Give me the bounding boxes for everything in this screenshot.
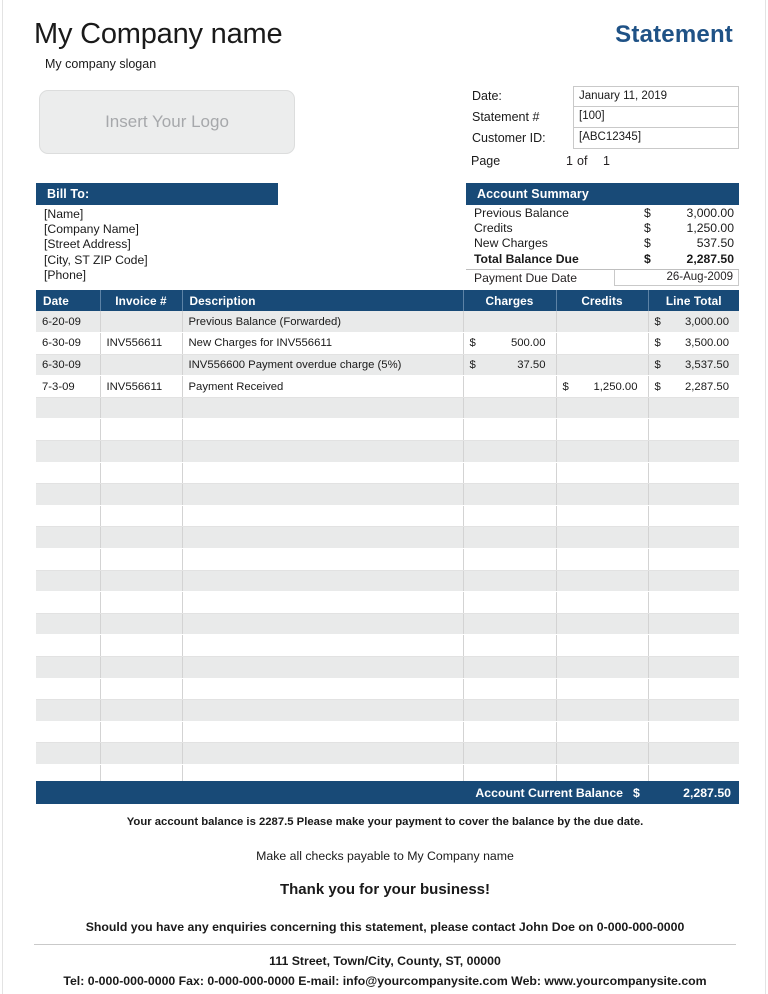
cell-empty xyxy=(182,462,463,484)
cell-empty xyxy=(648,549,739,571)
cell-empty xyxy=(648,419,739,441)
summary-label: Total Balance Due xyxy=(474,251,579,266)
payment-due-row xyxy=(466,269,739,286)
cell-empty xyxy=(182,613,463,635)
cell-empty xyxy=(100,397,182,419)
cell-empty xyxy=(648,657,739,679)
table-row[interactable] xyxy=(36,311,739,333)
cell-empty xyxy=(463,397,556,419)
cell-charges-value: 500.00 xyxy=(510,337,546,350)
cell-empty xyxy=(463,570,556,592)
cell-empty xyxy=(556,592,648,614)
cell-empty xyxy=(648,505,739,527)
table-row-empty[interactable] xyxy=(36,505,739,527)
balance-currency: $ xyxy=(633,785,640,800)
page-footer xyxy=(3,810,767,988)
cell-empty xyxy=(463,635,556,657)
bill-to-line: [Name] xyxy=(44,207,84,221)
summary-value: 2,287.50 xyxy=(686,251,734,266)
column-header-date[interactable]: Date xyxy=(36,290,100,311)
cell-empty xyxy=(36,592,100,614)
cell-empty xyxy=(182,635,463,657)
cell-credits-currency: $ xyxy=(562,380,569,393)
cell-empty xyxy=(182,397,463,419)
payment-due-field[interactable]: 26-Aug-2009 xyxy=(614,270,739,286)
table-row-empty[interactable] xyxy=(36,657,739,679)
cell-credits xyxy=(556,311,648,333)
table-body xyxy=(36,311,739,786)
cell-line-total-value: 2,287.50 xyxy=(685,380,729,393)
cell-empty xyxy=(648,635,739,657)
table-row-empty[interactable] xyxy=(36,635,739,657)
cell-empty xyxy=(100,549,182,571)
table-row-empty[interactable] xyxy=(36,721,739,743)
statement-meta xyxy=(471,86,739,172)
cell-empty xyxy=(648,678,739,700)
statement-number-label: Statement # xyxy=(472,110,540,124)
bill-to-line: [City, ST ZIP Code] xyxy=(44,252,148,267)
cell-charges-value: 37.50 xyxy=(517,358,546,371)
cell-empty xyxy=(36,441,100,463)
cell-empty xyxy=(463,441,556,463)
cell-empty xyxy=(463,419,556,441)
cell-empty xyxy=(648,613,739,635)
statement-page xyxy=(2,0,766,994)
cell-invoice xyxy=(100,311,182,333)
page-current: 1 xyxy=(566,153,573,168)
summary-value: 537.50 xyxy=(696,236,734,251)
cell-empty xyxy=(100,462,182,484)
cell-line-total xyxy=(648,311,739,333)
table-header-row xyxy=(36,290,739,311)
cell-empty xyxy=(36,743,100,765)
column-header-description[interactable]: Description xyxy=(182,290,463,311)
cell-line-total xyxy=(648,333,739,355)
summary-value: 1,250.00 xyxy=(686,221,734,236)
cell-empty xyxy=(556,721,648,743)
date-label: Date: xyxy=(472,89,502,103)
cell-empty xyxy=(556,678,648,700)
cell-empty xyxy=(648,721,739,743)
footer-address: 111 Street, Town/City, County, ST, 00000 xyxy=(269,954,501,968)
table-row[interactable] xyxy=(36,354,739,376)
table-row[interactable] xyxy=(36,376,739,398)
table-row-empty[interactable] xyxy=(36,484,739,506)
cell-empty xyxy=(182,678,463,700)
meta-row-page xyxy=(471,149,739,172)
cell-empty xyxy=(556,441,648,463)
cell-empty xyxy=(100,484,182,506)
cell-charges-currency: $ xyxy=(469,358,476,371)
table-header xyxy=(36,290,739,311)
cell-empty xyxy=(648,397,739,419)
table-row-empty[interactable] xyxy=(36,613,739,635)
table-row-empty[interactable] xyxy=(36,592,739,614)
cell-empty xyxy=(182,721,463,743)
customer-id-label: Customer ID: xyxy=(472,131,546,145)
meta-row-date xyxy=(471,86,739,107)
cell-empty xyxy=(463,527,556,549)
line-items-table xyxy=(36,290,739,787)
summary-currency: $ xyxy=(644,251,651,266)
cell-empty xyxy=(100,613,182,635)
cell-empty xyxy=(463,700,556,722)
thank-you-message: Thank you for your business! xyxy=(279,881,491,898)
cell-empty xyxy=(36,462,100,484)
cell-empty xyxy=(100,635,182,657)
cell-line-total-currency: $ xyxy=(654,315,661,328)
cell-empty xyxy=(36,635,100,657)
footer-divider xyxy=(34,944,736,945)
table-row-empty[interactable] xyxy=(36,743,739,765)
table-row[interactable] xyxy=(36,333,739,355)
cell-empty xyxy=(648,743,739,765)
cell-empty xyxy=(100,657,182,679)
cell-empty xyxy=(556,484,648,506)
summary-label: Credits xyxy=(474,221,513,236)
bill-to-line: [Company Name] xyxy=(44,222,139,237)
cell-empty xyxy=(556,613,648,635)
cell-empty xyxy=(182,743,463,765)
cell-empty xyxy=(36,397,100,419)
customer-id-field[interactable]: [ABC12345] xyxy=(573,128,739,149)
cell-description: Previous Balance (Forwarded) xyxy=(182,311,463,333)
bill-to-line: [Street Address] xyxy=(44,237,131,252)
table-row-empty[interactable] xyxy=(36,549,739,571)
cell-line-total-value: 3,500.00 xyxy=(685,337,729,350)
logo-placeholder-label: Insert Your Logo xyxy=(105,112,229,131)
cell-empty xyxy=(100,570,182,592)
account-current-balance-bar xyxy=(36,781,739,804)
cell-empty xyxy=(36,657,100,679)
cell-empty xyxy=(182,441,463,463)
cell-empty xyxy=(648,462,739,484)
column-header-credits[interactable]: Credits xyxy=(556,290,648,311)
summary-value: 3,000.00 xyxy=(686,206,734,220)
date-field[interactable]: January 11, 2019 xyxy=(573,86,739,107)
summary-label: New Charges xyxy=(474,236,548,251)
table-row-empty[interactable] xyxy=(36,441,739,463)
statement-number-field[interactable]: [100] xyxy=(573,107,739,128)
cell-empty xyxy=(182,505,463,527)
cell-empty xyxy=(648,527,739,549)
page-label: Page xyxy=(471,153,501,168)
cell-empty xyxy=(556,397,648,419)
cell-empty xyxy=(648,441,739,463)
cell-empty xyxy=(463,484,556,506)
table-row-empty[interactable] xyxy=(36,419,739,441)
table-row-empty[interactable] xyxy=(36,462,739,484)
table-row-empty[interactable] xyxy=(36,397,739,419)
account-summary-row xyxy=(466,206,739,221)
footer-contact: Tel: 0-000-000-0000 Fax: 0-000-000-0000 E-mail: info@yourcompanysite.com Web: www.yourcompanysite.com xyxy=(63,974,707,988)
cell-description: INV556600 Payment overdue charge (5%) xyxy=(182,354,463,376)
cell-empty xyxy=(463,592,556,614)
cell-empty xyxy=(36,549,100,571)
cell-empty xyxy=(182,549,463,571)
cell-invoice: INV556611 xyxy=(100,376,182,398)
cell-empty xyxy=(463,549,556,571)
cell-empty xyxy=(36,527,100,549)
table-row-empty[interactable] xyxy=(36,678,739,700)
cell-empty xyxy=(556,527,648,549)
cell-description: New Charges for INV556611 xyxy=(182,333,463,355)
cell-line-total-currency: $ xyxy=(654,380,661,393)
balance-value: 2,287.50 xyxy=(683,785,731,800)
cell-empty xyxy=(556,570,648,592)
cell-empty xyxy=(182,527,463,549)
cell-empty xyxy=(100,505,182,527)
cell-empty xyxy=(36,678,100,700)
cell-empty xyxy=(100,678,182,700)
cell-empty xyxy=(182,700,463,722)
summary-currency: $ xyxy=(644,221,651,236)
cell-date: 6-20-09 xyxy=(36,311,100,333)
account-summary-section xyxy=(466,183,739,286)
cell-empty xyxy=(36,700,100,722)
cell-empty xyxy=(100,592,182,614)
column-header-line-total[interactable]: Line Total xyxy=(648,290,739,311)
balance-note: Your account balance is 2287.5 Please make your payment to cover the balance by the due date. xyxy=(126,816,644,828)
cell-line-total-currency: $ xyxy=(654,337,661,350)
cell-empty xyxy=(463,743,556,765)
column-header-charges[interactable]: Charges xyxy=(463,290,556,311)
cell-empty xyxy=(648,484,739,506)
account-summary-title: Account Summary xyxy=(466,183,739,205)
cell-empty xyxy=(556,505,648,527)
cell-empty xyxy=(463,505,556,527)
cell-empty xyxy=(36,613,100,635)
bill-to-section xyxy=(36,183,278,283)
company-slogan: My company slogan xyxy=(45,57,157,71)
cell-empty xyxy=(182,419,463,441)
cell-charges xyxy=(463,311,556,333)
cell-credits xyxy=(556,354,648,376)
cell-empty xyxy=(556,549,648,571)
account-summary-row xyxy=(466,236,739,251)
cell-empty xyxy=(556,462,648,484)
bill-to-title: Bill To: xyxy=(36,183,278,205)
cell-empty xyxy=(556,743,648,765)
cell-empty xyxy=(100,441,182,463)
cell-empty xyxy=(556,700,648,722)
document-title: Statement xyxy=(615,21,733,48)
cell-date: 6-30-09 xyxy=(36,354,100,376)
cell-empty xyxy=(36,419,100,441)
cell-empty xyxy=(463,721,556,743)
table-row-empty[interactable] xyxy=(36,700,739,722)
payment-due-label: Payment Due Date xyxy=(474,270,577,285)
cell-description: Payment Received xyxy=(182,376,463,398)
cell-empty xyxy=(100,743,182,765)
summary-currency: $ xyxy=(644,236,651,251)
cell-empty xyxy=(463,657,556,679)
cell-line-total-value: 3,537.50 xyxy=(685,358,729,371)
cell-empty xyxy=(648,570,739,592)
logo-placeholder[interactable] xyxy=(39,90,295,154)
cell-date: 7-3-09 xyxy=(36,376,100,398)
cell-empty xyxy=(36,505,100,527)
cell-empty xyxy=(648,700,739,722)
account-summary-total-row xyxy=(466,252,739,267)
column-header-invoice[interactable]: Invoice # xyxy=(100,290,182,311)
meta-row-statement xyxy=(471,107,739,128)
table-row-empty[interactable] xyxy=(36,527,739,549)
cell-empty xyxy=(556,657,648,679)
cell-empty xyxy=(463,462,556,484)
account-summary-rows xyxy=(466,205,739,286)
cell-charges xyxy=(463,376,556,398)
cell-credits xyxy=(556,376,648,398)
cell-empty xyxy=(463,613,556,635)
cell-empty xyxy=(182,570,463,592)
balance-label: Account Current Balance xyxy=(475,785,623,800)
cell-empty xyxy=(100,700,182,722)
page-header xyxy=(3,0,765,72)
cell-charges xyxy=(463,333,556,355)
cell-credits-value: 1,250.00 xyxy=(593,380,638,393)
cell-empty xyxy=(182,657,463,679)
cell-empty xyxy=(463,678,556,700)
cell-empty xyxy=(36,570,100,592)
cell-credits xyxy=(556,333,648,355)
company-name: My Company name xyxy=(34,18,283,50)
cell-empty xyxy=(36,484,100,506)
cell-invoice xyxy=(100,354,182,376)
cell-date: 6-30-09 xyxy=(36,333,100,355)
enquiries-note: Should you have any enquiries concerning this statement, please contact John Doe on 0-000-000-0000 xyxy=(85,920,685,934)
cell-empty xyxy=(182,592,463,614)
page-of-label: of xyxy=(577,153,588,168)
table-row-empty[interactable] xyxy=(36,570,739,592)
cell-line-total-value: 3,000.00 xyxy=(685,315,729,328)
cell-line-total xyxy=(648,354,739,376)
cell-invoice: INV556611 xyxy=(100,333,182,355)
cell-empty xyxy=(100,527,182,549)
bill-to-line: [Phone] xyxy=(44,267,87,282)
cell-empty xyxy=(36,721,100,743)
cell-charges xyxy=(463,354,556,376)
summary-label: Previous Balance xyxy=(474,206,569,220)
meta-row-customer xyxy=(471,128,739,149)
cell-empty xyxy=(182,484,463,506)
summary-currency: $ xyxy=(644,206,651,220)
cell-empty xyxy=(100,721,182,743)
cell-line-total xyxy=(648,376,739,398)
account-summary-row xyxy=(466,221,739,236)
checks-payable-note: Make all checks payable to My Company name xyxy=(256,849,514,863)
bill-to-lines xyxy=(36,205,278,283)
cell-empty xyxy=(100,419,182,441)
cell-line-total-currency: $ xyxy=(654,358,661,371)
cell-empty xyxy=(556,635,648,657)
cell-charges-currency: $ xyxy=(469,337,476,350)
cell-empty xyxy=(648,592,739,614)
page-total: 1 xyxy=(603,153,610,168)
cell-empty xyxy=(556,419,648,441)
